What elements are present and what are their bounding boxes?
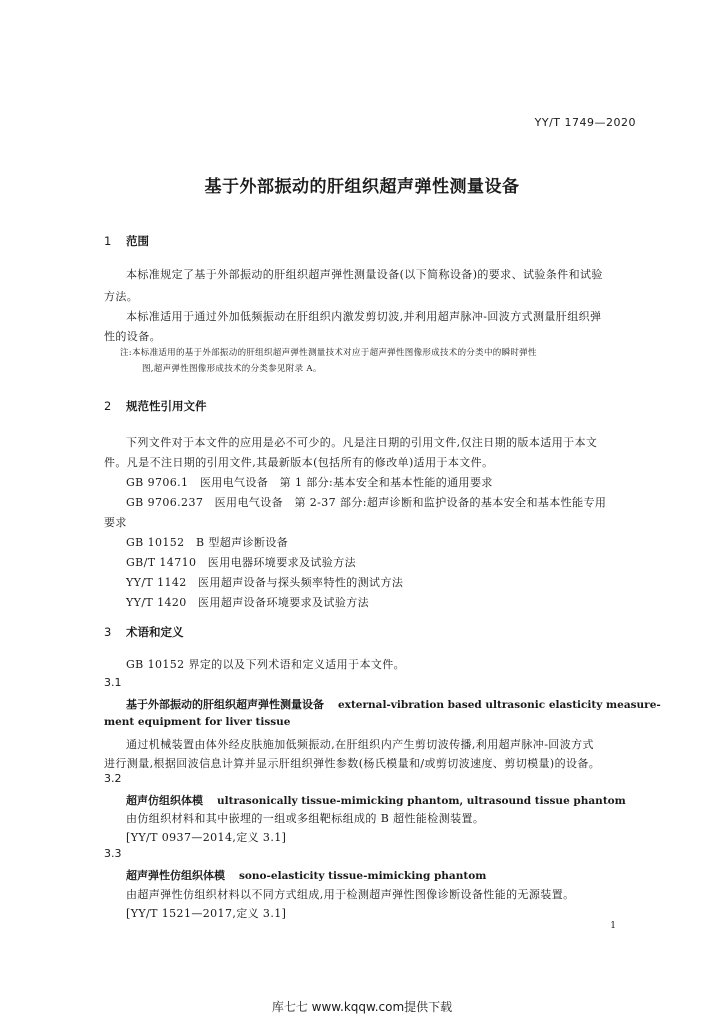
page-number: 1 bbox=[610, 921, 616, 931]
clause-3-1-term-zh: 基于外部振动的肝组织超声弹性测量设备 bbox=[126, 698, 324, 711]
clause-3-1-number: 3.1 bbox=[104, 676, 122, 689]
reference-item: GB/T 14710 医用电器环境要求及试验方法 bbox=[126, 556, 357, 569]
section-3-title: 术语和定义 bbox=[126, 625, 184, 639]
section-2-heading bbox=[104, 398, 207, 414]
s1-paragraph-2-line-2: 性的设备。 bbox=[104, 330, 161, 343]
clause-3-1-term bbox=[126, 696, 661, 712]
reference-item: GB 9706.1 医用电气设备 第 1 部分:基本安全和基本性能的通用要求 bbox=[126, 476, 493, 489]
clause-3-3-definition: 由超声弹性仿组织材料以不同方式组成,用于检测超声弹性图像诊断设备性能的无源装置。 bbox=[126, 888, 575, 901]
clause-3-1-definition-line-1: 通过机械装置由体外经皮肤施加低频振动,在肝组织内产生剪切波传播,利用超声脉冲-回波方式 bbox=[126, 738, 594, 751]
section-1-number: 1 bbox=[104, 234, 112, 248]
download-footer: 库七七 www.kqqw.com提供下载 bbox=[271, 1000, 453, 1014]
reference-item: YY/T 1420 医用超声设备环境要求及试验方法 bbox=[126, 596, 370, 609]
clause-3-2-definition: 由仿组织材料和其中嵌埋的一组或多组靶标组成的 B 超性能检测装置。 bbox=[126, 812, 485, 825]
clause-3-2-term-zh: 超声仿组织体模 bbox=[126, 794, 203, 807]
clause-3-2-term bbox=[126, 792, 626, 808]
section-1-heading bbox=[104, 233, 149, 249]
s2-paragraph-line-2: 件。凡是不注日期的引用文件,其最新版本(包括所有的修改单)适用于本文件。 bbox=[104, 456, 494, 469]
reference-item: GB 9706.237 医用电气设备 第 2-37 部分:超声诊断和监护设备的基本安全和基本性能专用 bbox=[126, 496, 607, 509]
document-title: 基于外部振动的肝组织超声弹性测量设备 bbox=[204, 177, 520, 197]
reference-item: YY/T 1142 医用超声设备与探头频率特性的测试方法 bbox=[126, 576, 404, 589]
section-2-title: 规范性引用文件 bbox=[126, 399, 207, 413]
reference-item: GB 10152 B 型超声诊断设备 bbox=[126, 536, 289, 549]
clause-3-3-source: [YY/T 1521—2017,定义 3.1] bbox=[126, 907, 287, 920]
clause-3-2-term-en: ultrasonically tissue-mimicking phantom, ultrasound tissue phantom bbox=[217, 795, 626, 807]
clause-3-2-number: 3.2 bbox=[104, 772, 122, 785]
reference-item-continuation: 要求 bbox=[104, 516, 127, 529]
standard-code: YY/T 1749—2020 bbox=[534, 116, 636, 129]
clause-3-1-term-cont bbox=[104, 715, 290, 728]
s2-paragraph-line-1: 下列文件对于本文件的应用是必不可少的。凡是注日期的引用文件,仅注日期的版本适用于本文 bbox=[126, 436, 598, 449]
s1-paragraph-2-line-1: 本标准适用于通过外加低频振动在肝组织内激发剪切波,并利用超声脉冲-回波方式测量肝组织弹 bbox=[126, 310, 602, 323]
clause-3-3-number: 3.3 bbox=[104, 847, 122, 860]
s1-note-line-2: 图,超声弹性图像形成技术的分类参见附录 A。 bbox=[142, 364, 322, 374]
section-2-number: 2 bbox=[104, 399, 112, 413]
section-1-title: 范围 bbox=[126, 234, 149, 248]
clause-3-1-term-en-line-2: ment equipment for liver tissue bbox=[104, 716, 291, 728]
s3-intro: GB 10152 界定的以及下列术语和定义适用于本文件。 bbox=[126, 658, 406, 671]
clause-3-1-definition-line-2: 进行测量,根据回波信息计算并显示肝组织弹性参数(杨氏模量和/或剪切波速度、剪切模量)的设备。 bbox=[104, 757, 601, 770]
s1-paragraph-1-line-2: 方法。 bbox=[104, 290, 139, 303]
clause-3-1-term-en-line-1: external-vibration based ultrasonic elasticity measure- bbox=[338, 699, 661, 711]
section-3-heading bbox=[104, 624, 184, 640]
clause-3-3-term bbox=[126, 867, 486, 883]
clause-3-3-term-en: sono-elasticity tissue-mimicking phantom bbox=[239, 870, 487, 882]
s1-paragraph-1-line-1: 本标准规定了基于外部振动的肝组织超声弹性测量设备(以下简称设备)的要求、试验条件和试验 bbox=[126, 268, 603, 281]
s1-note-line-1: 注:本标准适用的基于外部振动的肝组织超声弹性测量技术对应于超声弹性图像形成技术的分类中的瞬时弹性 bbox=[120, 348, 537, 358]
clause-3-3-term-zh: 超声弹性仿组织体模 bbox=[126, 869, 225, 882]
clause-3-2-source: [YY/T 0937—2014,定义 3.1] bbox=[126, 831, 287, 844]
section-3-number: 3 bbox=[104, 625, 112, 639]
